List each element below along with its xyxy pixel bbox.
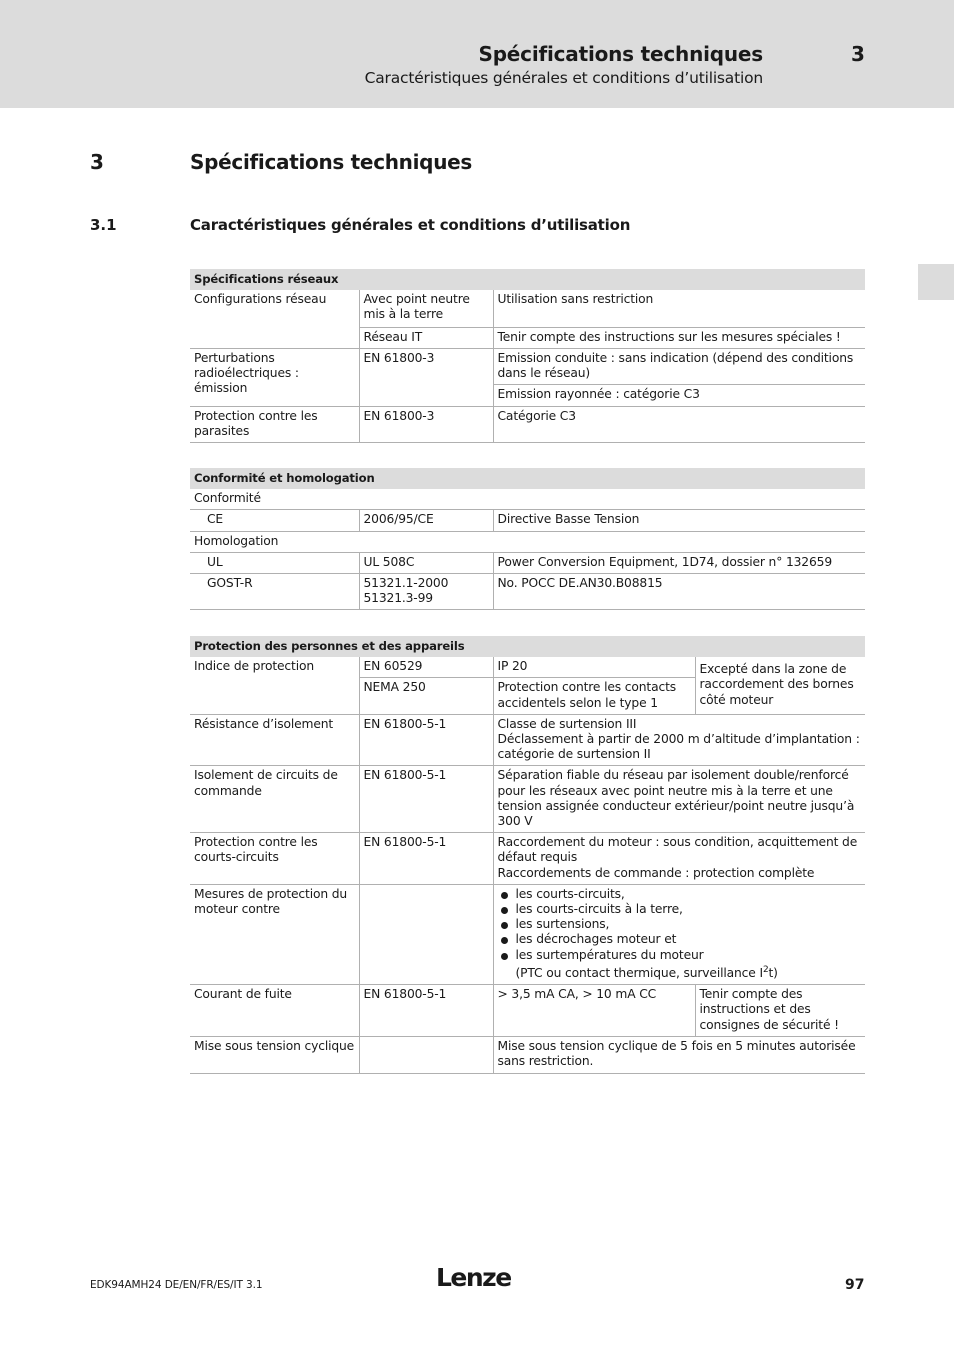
group-label: Conformité — [190, 489, 865, 510]
desc-cell: Utilisation sans restriction — [493, 290, 865, 327]
bullet-continuation — [498, 963, 863, 981]
norm-cell: EN 60529 — [359, 657, 493, 678]
norm-cell: Avec point neutre mis à la terre — [359, 290, 493, 327]
table-specifications-reseaux — [190, 269, 865, 443]
desc-cell: Power Conversion Equipment, 1D74, dossier n° 132659 — [493, 552, 865, 573]
table-row — [190, 985, 865, 1037]
table-row — [190, 348, 865, 384]
header-subtitle: Caractéristiques générales et conditions d’utilisation — [364, 69, 763, 87]
table-row — [190, 1037, 865, 1073]
norm-cell: 2006/95/CE — [359, 510, 493, 531]
desc-cell: Séparation fiable du réseau par isolement double/renforcé pour les réseaux avec point neutre mis à la terre et une tension assignée conducteur extérieur/point neutre jusqu’à 300 V — [493, 766, 865, 833]
table-row — [190, 766, 865, 833]
row-label: Mise sous tension cyclique — [190, 1037, 359, 1073]
norm-cell: NEMA 250 — [359, 678, 493, 714]
table-heading-row — [190, 468, 865, 489]
table-row — [190, 510, 865, 531]
row-label: Indice de protection — [190, 657, 359, 714]
chapter-side-tab — [918, 264, 954, 300]
table-row — [190, 552, 865, 573]
norm-line: 51321.1-2000 — [363, 576, 449, 591]
table-heading: Spécifications réseaux — [190, 269, 865, 290]
table-heading-row — [190, 636, 865, 657]
desc-cell: Catégorie C3 — [493, 406, 865, 442]
row-label: CE — [190, 510, 359, 531]
norm-cell: Réseau IT — [359, 327, 493, 348]
norm-cell: EN 61800-5-1 — [359, 766, 493, 833]
table-heading-row — [190, 269, 865, 290]
row-label: Isolement de circuits de commande — [190, 766, 359, 833]
norm-cell: EN 61800-3 — [359, 406, 493, 442]
norm-cell — [359, 574, 493, 610]
bullet-item: les surtensions, — [498, 917, 863, 932]
table-conformite-homologation — [190, 468, 865, 610]
desc-cell: Protection contre les contacts accidentels selon le type 1 — [493, 678, 695, 714]
header-chapter-number: 3 — [851, 42, 865, 66]
row-label: GOST-R — [190, 574, 359, 610]
desc-cell: > 3,5 mA CA, > 10 mA CC — [493, 985, 695, 1037]
row-label: Perturbations radioélectriques : émission — [190, 348, 359, 406]
desc-line: Raccordement du moteur : sous condition, acquittement de défaut requis — [497, 835, 858, 865]
norm-cell: EN 61800-5-1 — [359, 714, 493, 766]
row-label: Protection contre les courts-circuits — [190, 833, 359, 885]
table-row — [190, 884, 865, 984]
page-number: 97 — [845, 1277, 865, 1293]
row-label: Protection contre les parasites — [190, 406, 359, 442]
desc-cell: Directive Basse Tension — [493, 510, 865, 531]
bullet-item: les courts-circuits, — [498, 887, 863, 902]
table-row — [190, 714, 865, 766]
row-label: Mesures de protection du moteur contre — [190, 884, 359, 984]
table-row — [190, 833, 865, 885]
row-label: Résistance d’isolement — [190, 714, 359, 766]
norm-cell: EN 61800-3 — [359, 348, 493, 406]
desc-cell — [493, 884, 865, 984]
desc-cell — [493, 714, 865, 766]
bullet-list — [498, 887, 863, 963]
norm-cell — [359, 1037, 493, 1073]
norm-cell — [359, 884, 493, 984]
lenze-logo: Lenze — [436, 1263, 511, 1292]
bullet-item: les décrochages moteur et — [498, 932, 863, 947]
subsection-number: 3.1 — [90, 216, 117, 234]
group-label: Homologation — [190, 531, 865, 552]
superscript: 2 — [762, 964, 769, 975]
norm-line: 51321.3-99 — [363, 591, 433, 606]
row-label: UL — [190, 552, 359, 573]
table-row — [190, 406, 865, 442]
note-cell: Tenir compte des instructions et des consignes de sécurité ! — [695, 985, 865, 1037]
norm-cell: EN 61800-5-1 — [359, 985, 493, 1037]
section-number: 3 — [90, 150, 104, 174]
table-protection — [190, 636, 865, 1074]
row-label: Courant de fuite — [190, 985, 359, 1037]
note-cell: Excepté dans la zone de raccordement des bornes côté moteur — [695, 657, 865, 714]
desc-cell — [493, 833, 865, 885]
table-row — [190, 489, 865, 510]
header-title: Spécifications techniques — [478, 42, 763, 66]
bullet-item: les surtempératures du moteur — [498, 948, 863, 963]
section-title: Spécifications techniques — [190, 150, 473, 174]
desc-line: Classe de surtension III — [497, 716, 637, 731]
table-row — [190, 657, 865, 678]
bullet-item: les courts-circuits à la terre, — [498, 902, 863, 917]
desc-cell: Mise sous tension cyclique de 5 fois en 5 minutes autorisée sans restriction. — [493, 1037, 865, 1073]
table-heading: Protection des personnes et des appareils — [190, 636, 865, 657]
header-band — [0, 0, 954, 108]
continuation-text: t) — [768, 965, 778, 980]
desc-line: Déclassement à partir de 2000 m d’altitude d’implantation : catégorie de surtension II — [497, 732, 860, 762]
continuation-text: (PTC ou contact thermique, surveillance I — [515, 965, 763, 980]
table-heading: Conformité et homologation — [190, 468, 865, 489]
table-row — [190, 290, 865, 327]
table-row — [190, 574, 865, 610]
norm-cell: EN 61800-5-1 — [359, 833, 493, 885]
desc-cell: Emission conduite : sans indication (dépend des conditions dans le réseau) — [493, 348, 865, 384]
footer-doc-ref: EDK94AMH24 DE/EN/FR/ES/IT 3.1 — [90, 1279, 263, 1291]
table-row — [190, 531, 865, 552]
desc-line: Raccordements de commande : protection complète — [497, 865, 815, 880]
subsection-title: Caractéristiques générales et conditions d’utilisation — [190, 216, 631, 234]
desc-cell: Emission rayonnée : catégorie C3 — [493, 385, 865, 406]
desc-cell: IP 20 — [493, 657, 695, 678]
norm-cell: UL 508C — [359, 552, 493, 573]
desc-cell: Tenir compte des instructions sur les mesures spéciales ! — [493, 327, 865, 348]
desc-cell: No. POCC DE.AN30.B08815 — [493, 574, 865, 610]
row-label: Configurations réseau — [190, 290, 359, 348]
